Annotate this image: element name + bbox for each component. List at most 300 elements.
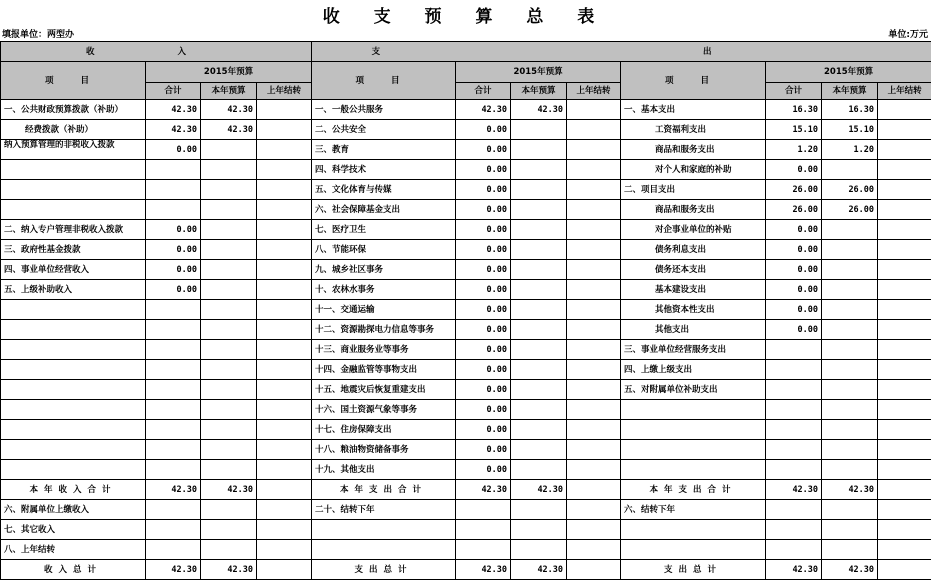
amount-cell: 26.00 [822, 200, 878, 220]
amount-cell [878, 260, 931, 280]
amount-cell [146, 440, 201, 460]
amount-cell [567, 400, 621, 420]
budget-table [0, 41, 931, 580]
table-row [1, 540, 931, 560]
item-cell: 其他支出 [621, 320, 766, 340]
amount-cell [511, 140, 567, 160]
item-cell: 商品和服务支出 [621, 140, 766, 160]
table-row [1, 240, 931, 260]
amount-cell [511, 240, 567, 260]
amount-cell [822, 240, 878, 260]
amount-cell [146, 160, 201, 180]
amount-cell [146, 460, 201, 480]
amount-cell: 26.00 [766, 200, 822, 220]
amount-cell [257, 280, 312, 300]
amount-cell [878, 560, 931, 580]
amount-cell: 0.00 [456, 300, 511, 320]
amount-cell: 0.00 [766, 160, 822, 180]
amount-cell [201, 260, 257, 280]
amount-cell [146, 300, 201, 320]
item-cell [1, 400, 146, 420]
amount-cell [511, 300, 567, 320]
amount-cell [878, 180, 931, 200]
amount-cell: 16.30 [822, 100, 878, 120]
amount-cell [257, 360, 312, 380]
item-cell [621, 460, 766, 480]
amount-cell [878, 280, 931, 300]
amount-cell [878, 200, 931, 220]
amount-cell: 0.00 [456, 380, 511, 400]
amount-cell: 26.00 [766, 180, 822, 200]
reporting-unit: 填报单位：两型办 [2, 30, 75, 40]
item-cell: 对企事业单位的补贴 [621, 220, 766, 240]
item-cell: 本年支出合计 [312, 480, 456, 500]
income-header: 收 入 [1, 42, 312, 62]
amount-cell [878, 440, 931, 460]
amount-cell [822, 440, 878, 460]
amount-cell [567, 360, 621, 380]
amount-cell [257, 160, 312, 180]
item-cell: 十五、地震灾后恢复重建支出 [312, 380, 456, 400]
amount-cell: 0.00 [766, 300, 822, 320]
amount-cell [257, 420, 312, 440]
total-header: 合计 [146, 83, 201, 100]
amount-cell [511, 520, 567, 540]
this-year-header: 本年预算 [201, 83, 257, 100]
item-cell: 五、文化体育与传媒 [312, 180, 456, 200]
amount-cell [201, 160, 257, 180]
amount-cell [766, 340, 822, 360]
item-cell [312, 520, 456, 540]
amount-cell [822, 220, 878, 240]
amount-cell [511, 460, 567, 480]
page-title: 收 支 预 算 总 表 [322, 7, 609, 27]
item-cell: 十二、资源勘探电力信息等事务 [312, 320, 456, 340]
table-row [1, 140, 931, 160]
table-row [1, 460, 931, 480]
amount-cell [766, 460, 822, 480]
amount-cell [511, 160, 567, 180]
amount-cell [257, 260, 312, 280]
table-row [1, 200, 931, 220]
amount-cell: 0.00 [456, 140, 511, 160]
amount-cell: 1.20 [766, 140, 822, 160]
amount-cell [822, 520, 878, 540]
item-cell: 三、教育 [312, 140, 456, 160]
amount-cell [146, 420, 201, 440]
item-cell: 债务还本支出 [621, 260, 766, 280]
amount-cell [201, 140, 257, 160]
amount-cell [511, 120, 567, 140]
amount-cell [567, 560, 621, 580]
amount-cell [257, 200, 312, 220]
item-cell: 五、对附属单位补助支出 [621, 380, 766, 400]
amount-cell: 0.00 [456, 160, 511, 180]
amount-cell [511, 380, 567, 400]
amount-cell [257, 560, 312, 580]
item-cell: 一、一般公共服务 [312, 100, 456, 120]
item-header: 项 目 [312, 62, 456, 100]
amount-cell [766, 520, 822, 540]
amount-cell [511, 180, 567, 200]
item-cell: 支出总计 [621, 560, 766, 580]
item-cell: 六、社会保障基金支出 [312, 200, 456, 220]
amount-cell [766, 440, 822, 460]
item-cell [1, 360, 146, 380]
header-row-1 [1, 42, 931, 62]
item-header: 项 目 [621, 62, 766, 100]
amount-cell: 42.30 [456, 480, 511, 500]
amount-cell [257, 400, 312, 420]
amount-cell [511, 340, 567, 360]
amount-cell [822, 260, 878, 280]
item-cell: 十八、粮油物资储备事务 [312, 440, 456, 460]
amount-cell: 0.00 [456, 280, 511, 300]
amount-cell [456, 540, 511, 560]
amount-cell [567, 420, 621, 440]
amount-cell [257, 460, 312, 480]
amount-cell [257, 240, 312, 260]
amount-cell: 0.00 [766, 240, 822, 260]
amount-cell [567, 300, 621, 320]
table-row [1, 180, 931, 200]
item-cell: 四、上缴上级支出 [621, 360, 766, 380]
amount-cell: 0.00 [146, 220, 201, 240]
item-cell: 六、附属单位上缴收入 [1, 500, 146, 520]
amount-cell [201, 460, 257, 480]
amount-cell [878, 480, 931, 500]
amount-cell [146, 500, 201, 520]
item-cell: 三、事业单位经营服务支出 [621, 340, 766, 360]
expense-header: 支 出 [312, 42, 931, 62]
amount-cell [766, 420, 822, 440]
amount-cell [456, 500, 511, 520]
item-cell: 八、上年结转 [1, 540, 146, 560]
amount-cell [567, 200, 621, 220]
amount-cell: 0.00 [456, 200, 511, 220]
table-row [1, 100, 931, 120]
amount-cell: 16.30 [766, 100, 822, 120]
amount-cell [567, 220, 621, 240]
amount-cell [766, 360, 822, 380]
amount-cell: 42.30 [822, 560, 878, 580]
amount-cell [567, 440, 621, 460]
amount-cell: 15.10 [822, 120, 878, 140]
amount-cell [257, 540, 312, 560]
amount-cell [257, 320, 312, 340]
amount-cell [567, 240, 621, 260]
item-cell: 商品和服务支出 [621, 200, 766, 220]
table-row [1, 360, 931, 380]
amount-cell: 26.00 [822, 180, 878, 200]
amount-cell [878, 100, 931, 120]
amount-cell [511, 280, 567, 300]
amount-cell [257, 480, 312, 500]
item-cell: 十四、金融监管等事物支出 [312, 360, 456, 380]
amount-cell [201, 200, 257, 220]
amount-cell [257, 120, 312, 140]
amount-cell [567, 520, 621, 540]
amount-cell [766, 500, 822, 520]
amount-cell [878, 120, 931, 140]
item-cell: 七、其它收入 [1, 520, 146, 540]
item-cell [1, 380, 146, 400]
item-cell: 本年收入合计 [1, 480, 146, 500]
amount-cell [201, 540, 257, 560]
amount-cell [201, 360, 257, 380]
item-cell: 支出总计 [312, 560, 456, 580]
item-cell [1, 460, 146, 480]
amount-cell: 0.00 [456, 120, 511, 140]
amount-cell [257, 180, 312, 200]
amount-cell [201, 240, 257, 260]
amount-cell: 0.00 [456, 180, 511, 200]
amount-cell: 42.30 [511, 100, 567, 120]
amount-cell [567, 340, 621, 360]
last-year-header: 上年结转 [257, 83, 312, 100]
amount-cell: 42.30 [201, 480, 257, 500]
amount-cell [822, 340, 878, 360]
amount-cell [567, 160, 621, 180]
amount-cell [456, 520, 511, 540]
header-row-2 [1, 62, 931, 83]
amount-cell [257, 220, 312, 240]
amount-cell [257, 500, 312, 520]
item-cell: 四、事业单位经营收入 [1, 260, 146, 280]
amount-cell: 0.00 [456, 460, 511, 480]
amount-cell [146, 520, 201, 540]
amount-cell [567, 120, 621, 140]
amount-cell: 0.00 [456, 360, 511, 380]
amount-cell: 0.00 [766, 260, 822, 280]
amount-cell [822, 500, 878, 520]
amount-cell [146, 360, 201, 380]
amount-cell: 0.00 [146, 240, 201, 260]
amount-cell [878, 340, 931, 360]
amount-cell [257, 520, 312, 540]
amount-cell [822, 460, 878, 480]
item-cell [621, 520, 766, 540]
amount-cell [257, 340, 312, 360]
amount-cell [201, 420, 257, 440]
amount-cell [511, 440, 567, 460]
amount-cell [257, 380, 312, 400]
item-cell: 五、上级补助收入 [1, 280, 146, 300]
amount-cell [146, 180, 201, 200]
amount-cell: 42.30 [766, 480, 822, 500]
amount-cell [511, 400, 567, 420]
item-cell [1, 160, 146, 180]
amount-cell: 42.30 [456, 560, 511, 580]
item-cell: 二、项目支出 [621, 180, 766, 200]
amount-cell [878, 400, 931, 420]
table-row [1, 500, 931, 520]
item-cell: 基本建设支出 [621, 280, 766, 300]
table-row [1, 280, 931, 300]
item-cell [1, 440, 146, 460]
amount-cell: 42.30 [511, 560, 567, 580]
amount-cell [567, 180, 621, 200]
table-row [1, 320, 931, 340]
this-year-header: 本年预算 [822, 83, 878, 100]
item-cell: 二、公共安全 [312, 120, 456, 140]
amount-cell [567, 500, 621, 520]
amount-cell [146, 340, 201, 360]
amount-cell: 0.00 [456, 400, 511, 420]
item-cell: 十、农林水事务 [312, 280, 456, 300]
item-cell: 二、纳入专户管理非税收入拨款 [1, 220, 146, 240]
amount-cell [567, 320, 621, 340]
amount-cell [511, 220, 567, 240]
amount-cell [511, 200, 567, 220]
year-budget-header: 2015年预算 [146, 62, 312, 83]
table-row [1, 160, 931, 180]
amount-cell [567, 480, 621, 500]
item-cell: 工资福利支出 [621, 120, 766, 140]
amount-cell [511, 260, 567, 280]
item-cell: 对个人和家庭的补助 [621, 160, 766, 180]
year-budget-header: 2015年预算 [766, 62, 931, 83]
amount-cell [201, 380, 257, 400]
amount-cell [822, 280, 878, 300]
amount-cell [201, 300, 257, 320]
amount-cell [146, 540, 201, 560]
item-cell: 十九、其他支出 [312, 460, 456, 480]
item-cell [621, 400, 766, 420]
amount-cell [201, 220, 257, 240]
item-cell: 九、城乡社区事务 [312, 260, 456, 280]
amount-cell [567, 540, 621, 560]
amount-cell [878, 460, 931, 480]
amount-cell: 42.30 [201, 100, 257, 120]
item-cell: 十六、国土资源气象等事务 [312, 400, 456, 420]
amount-cell [257, 140, 312, 160]
item-cell: 债务利息支出 [621, 240, 766, 260]
this-year-header: 本年预算 [511, 83, 567, 100]
amount-cell: 0.00 [766, 320, 822, 340]
amount-cell: 0.00 [146, 140, 201, 160]
amount-cell: 15.10 [766, 120, 822, 140]
amount-cell [511, 420, 567, 440]
item-cell [1, 300, 146, 320]
amount-cell: 42.30 [146, 560, 201, 580]
amount-cell [146, 200, 201, 220]
amount-cell: 0.00 [456, 240, 511, 260]
amount-cell [201, 280, 257, 300]
item-cell [1, 320, 146, 340]
amount-cell [878, 500, 931, 520]
table-row [1, 120, 931, 140]
amount-cell [257, 300, 312, 320]
amount-cell [201, 500, 257, 520]
item-cell: 十三、商业服务业等事务 [312, 340, 456, 360]
table-row [1, 340, 931, 360]
item-cell: 八、节能环保 [312, 240, 456, 260]
table-body [1, 100, 931, 580]
amount-cell [878, 240, 931, 260]
amount-cell: 0.00 [146, 260, 201, 280]
amount-cell [766, 540, 822, 560]
amount-cell [822, 160, 878, 180]
year-budget-header: 2015年预算 [456, 62, 621, 83]
amount-cell [567, 460, 621, 480]
amount-cell [822, 420, 878, 440]
table-row [1, 400, 931, 420]
amount-cell [878, 360, 931, 380]
item-cell: 一、公共财政预算拨款（补助） [1, 100, 146, 120]
amount-cell [822, 540, 878, 560]
amount-cell: 42.30 [146, 480, 201, 500]
amount-cell [257, 440, 312, 460]
amount-cell: 0.00 [456, 340, 511, 360]
amount-cell [822, 320, 878, 340]
amount-cell [766, 380, 822, 400]
table-row [1, 420, 931, 440]
item-cell [1, 200, 146, 220]
item-cell: 七、医疗卫生 [312, 220, 456, 240]
amount-cell: 1.20 [822, 140, 878, 160]
amount-cell [878, 300, 931, 320]
item-cell [1, 420, 146, 440]
item-cell [1, 340, 146, 360]
table-row [1, 260, 931, 280]
table-row [1, 220, 931, 240]
amount-cell [878, 380, 931, 400]
item-cell [621, 420, 766, 440]
amount-cell [766, 400, 822, 420]
item-cell: 十七、住房保障支出 [312, 420, 456, 440]
item-cell: 本年支出合计 [621, 480, 766, 500]
amount-cell [878, 420, 931, 440]
item-cell: 一、基本支出 [621, 100, 766, 120]
amount-cell [878, 140, 931, 160]
amount-cell: 42.30 [511, 480, 567, 500]
item-cell [312, 540, 456, 560]
amount-cell [567, 260, 621, 280]
amount-cell: 42.30 [201, 120, 257, 140]
item-cell: 其他资本性支出 [621, 300, 766, 320]
item-cell: 二十、结转下年 [312, 500, 456, 520]
last-year-header: 上年结转 [878, 83, 931, 100]
item-cell: 纳入预算管理的非税收入拨款 [1, 140, 146, 160]
amount-cell: 42.30 [822, 480, 878, 500]
amount-cell [822, 400, 878, 420]
amount-cell [201, 400, 257, 420]
amount-cell [878, 320, 931, 340]
amount-cell: 0.00 [456, 320, 511, 340]
table-row [1, 300, 931, 320]
table-row [1, 480, 931, 500]
amount-cell [201, 320, 257, 340]
item-cell [621, 440, 766, 460]
amount-cell: 0.00 [456, 440, 511, 460]
amount-cell: 42.30 [201, 560, 257, 580]
table-row [1, 520, 931, 540]
amount-cell [146, 320, 201, 340]
amount-cell: 0.00 [766, 220, 822, 240]
amount-cell [511, 320, 567, 340]
table-row [1, 560, 931, 580]
currency-unit: 单位:万元 [888, 30, 928, 40]
amount-cell [878, 540, 931, 560]
amount-cell [201, 180, 257, 200]
amount-cell [878, 520, 931, 540]
amount-cell [878, 160, 931, 180]
item-header: 项 目 [1, 62, 146, 100]
last-year-header: 上年结转 [567, 83, 621, 100]
item-cell: 十一、交通运输 [312, 300, 456, 320]
amount-cell [567, 280, 621, 300]
